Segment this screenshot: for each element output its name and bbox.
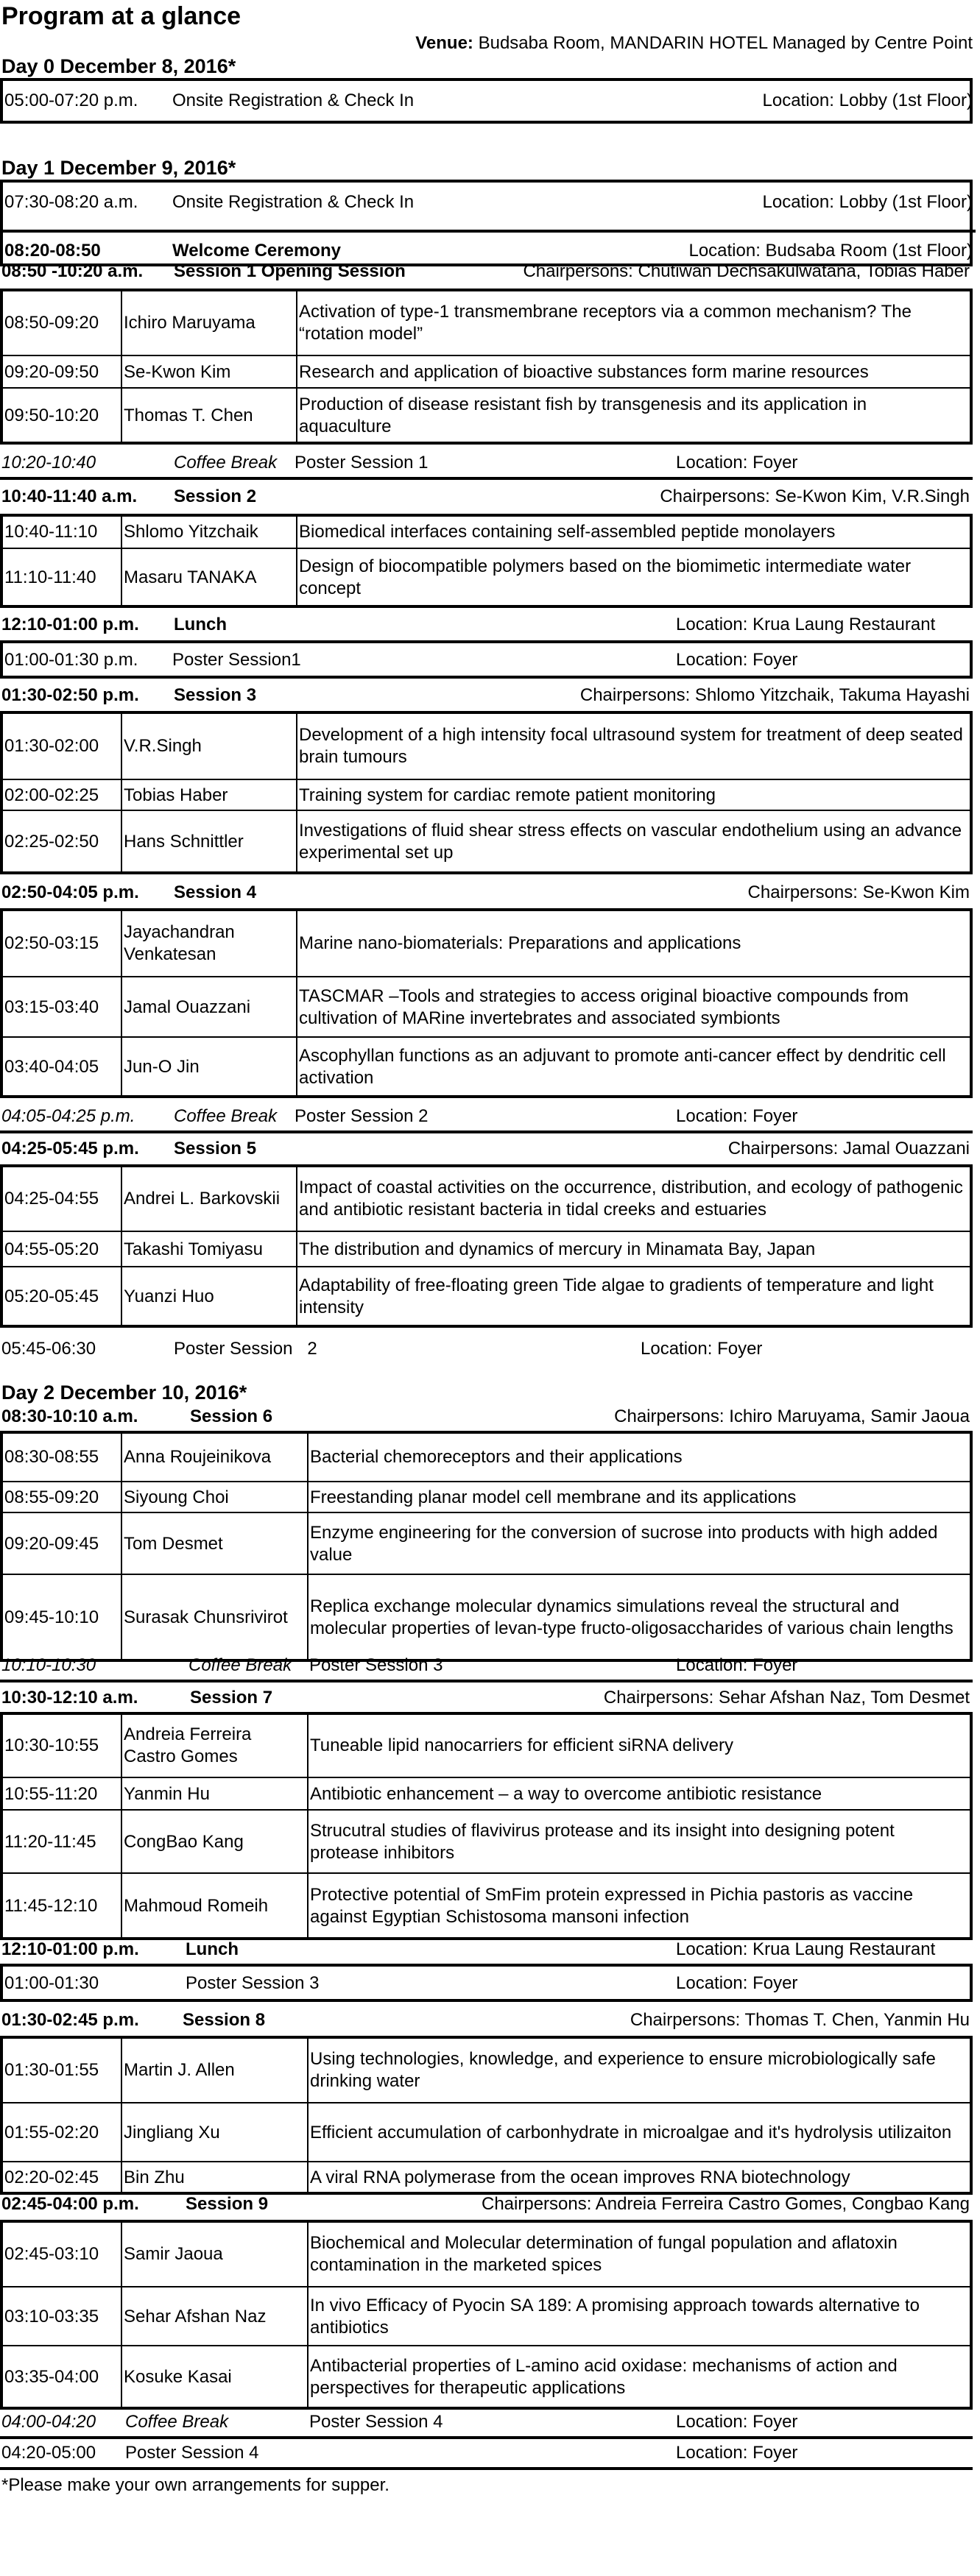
talk-speaker: Andreia Ferreira Castro Gomes <box>124 1724 252 1766</box>
table-row <box>3 1036 970 1097</box>
table-row <box>3 714 970 779</box>
session-chairs: Chairpersons: Se-Kwon Kim, V.R.Singh <box>660 486 970 506</box>
break-label: Coffee Break <box>174 1106 278 1126</box>
poster-label: Poster Session 2 <box>174 1339 317 1359</box>
poster-label: Poster Session 3 <box>186 1973 320 1993</box>
table-row <box>3 1434 970 1481</box>
talk-time: 01:30-02:00 <box>4 736 99 756</box>
talk-time: 05:20-05:45 <box>4 1287 99 1306</box>
talk-topic: Antibacterial properties of L-amino acid oxidase: mechanisms of action and perspectives for therapeutic applications <box>310 2356 898 2398</box>
talk-topic: Impact of coastal activities on the occurrence, distribution, and ecology of pathogenic and antibiotic resistant bacteria in tidal creeks and estuaries <box>299 1178 963 1220</box>
session8-table <box>0 2036 973 2195</box>
slot-time: 05:00-07:20 p.m. <box>4 91 138 110</box>
talk-speaker: Andrei L. Barkovskii <box>124 1189 281 1209</box>
session-title: Session 7 <box>190 1688 273 1708</box>
session-chairs: Chairpersons: Chutiwan Dechsakulwatana, Tobias Haber <box>523 261 970 281</box>
table-row <box>3 291 970 355</box>
talk-topic: Protective potential of SmFim protein expressed in Pichia pastoris as vaccine against Egyptian Schistosoma mansoni infection <box>310 1885 914 1927</box>
talk-speaker: Bin Zhu <box>124 2168 185 2187</box>
table-row <box>3 779 970 811</box>
table-row <box>3 1809 970 1874</box>
break-time: 04:00-04:20 <box>1 2412 96 2432</box>
day1-heading: Day 1 December 9, 2016* <box>1 157 236 179</box>
talk-time: 11:10-11:40 <box>4 567 96 587</box>
slot-location: Location: Lobby (1st Floor) <box>762 192 973 212</box>
talk-time: 02:50-03:15 <box>4 933 99 953</box>
poster-location: Location: Foyer <box>641 1339 763 1359</box>
talk-speaker: CongBao Kang <box>124 1832 244 1852</box>
break-location: Location: Foyer <box>676 1655 798 1675</box>
talk-time: 09:50-10:20 <box>4 406 99 425</box>
break-location: Location: Foyer <box>676 1106 798 1126</box>
talk-topic: Replica exchange molecular dynamics simulations reveal the structural and molecular properties of levan-type fructo-oligosaccharides of various chain lengths <box>310 1596 953 1638</box>
talk-time: 10:40-11:10 <box>4 522 98 542</box>
session-chairs: Chairpersons: Se-Kwon Kim <box>747 882 970 902</box>
talk-topic: Training system for cardiac remote patient monitoring <box>299 785 716 805</box>
talk-topic: Ascophyllan functions as an adjuvant to promote anti-cancer effect by dendritic cell activation <box>299 1046 946 1088</box>
table-row <box>3 548 970 606</box>
break-poster: Poster Session 3 <box>309 1655 443 1675</box>
session-time: 02:45-04:00 p.m. <box>1 2194 139 2214</box>
talk-topic: Production of disease resistant fish by transgenesis and its application in aquaculture <box>299 394 867 436</box>
break-location: Location: Foyer <box>676 453 798 473</box>
talk-topic: Research and application of bioactive substances form marine resources <box>299 362 869 382</box>
talk-time: 01:30-01:55 <box>4 2060 99 2080</box>
break-poster: Poster Session 2 <box>295 1106 429 1126</box>
talk-topic: Biochemical and Molecular determination of fungal population and aflatoxin contamination in the marketed spices <box>310 2233 898 2275</box>
break-time: 10:20-10:40 <box>1 453 96 473</box>
talk-time: 11:20-11:45 <box>4 1832 96 1852</box>
session4-table <box>0 908 973 1098</box>
table-row <box>3 517 970 548</box>
session-chairs: Chairpersons: Ichiro Maruyama, Samir Jaoua <box>614 1406 970 1426</box>
day0-heading: Day 0 December 8, 2016* <box>1 55 236 77</box>
session-time: 08:50 -10:20 a.m. <box>1 261 144 281</box>
poster-location: Location: Foyer <box>676 650 798 670</box>
table-row <box>3 355 970 389</box>
session-chairs: Chairpersons: Andreia Ferreira Castro Gomes, Congbao Kang <box>482 2194 970 2214</box>
talk-time: 09:20-09:45 <box>4 1534 99 1554</box>
table-row <box>3 810 970 873</box>
session-time: 08:30-10:10 a.m. <box>1 1406 138 1426</box>
talk-topic: Investigations of fluid shear stress effects on vascular endothelium using an advance experimental set up <box>299 821 962 863</box>
talk-topic: Adaptability of free-floating green Tide algae to gradients of temperature and light intensity <box>299 1275 934 1317</box>
slot-title: Onsite Registration & Check In <box>172 192 415 212</box>
break-label: Coffee Break <box>188 1655 292 1675</box>
session-title: Session 8 <box>183 2010 266 2030</box>
talk-speaker: Kosuke Kasai <box>124 2367 232 2387</box>
session-chairs: Chairpersons: Jamal Ouazzani <box>727 1139 970 1158</box>
session-time: 02:50-04:05 p.m. <box>1 882 139 902</box>
talk-speaker: V.R.Singh <box>124 736 202 756</box>
talk-topic: Enzyme engineering for the conversion of sucrose into products with high added value <box>310 1523 938 1565</box>
poster-label: Poster Session1 <box>172 650 301 670</box>
session-title: Session 4 <box>174 882 257 902</box>
talk-time: 03:10-03:35 <box>4 2307 99 2326</box>
day1-registration-box <box>0 180 973 266</box>
poster-session-1-box <box>0 640 973 679</box>
table-row <box>3 1231 970 1267</box>
talk-time: 03:40-04:05 <box>4 1057 99 1077</box>
talk-speaker: Martin J. Allen <box>124 2060 235 2080</box>
talk-speaker: Masaru TANAKA <box>124 567 257 587</box>
lunch-label: Lunch <box>186 1939 239 1959</box>
talk-time: 03:35-04:00 <box>4 2367 99 2387</box>
table-row <box>3 1872 970 1939</box>
day2-heading: Day 2 December 10, 2016* <box>1 1381 247 1404</box>
session5-table <box>0 1164 973 1328</box>
slot-title: Welcome Ceremony <box>172 241 341 261</box>
talk-speaker: Mahmoud Romeih <box>124 1896 269 1916</box>
talk-speaker: Takashi Tomiyasu <box>124 1239 263 1259</box>
table-row <box>3 2161 970 2193</box>
page-title: Program at a glance <box>1 2 242 30</box>
talk-speaker: Se-Kwon Kim <box>124 362 231 382</box>
poster-label: Poster Session 4 <box>125 2443 259 2463</box>
session3-table <box>0 711 973 874</box>
session-chairs: Chairpersons: Sehar Afshan Naz, Tom Desmet <box>603 1688 970 1708</box>
table-row <box>3 2286 970 2346</box>
session-title: Session 9 <box>186 2194 269 2214</box>
talk-topic: Strucutral studies of flavivirus protease and its insight into designing potent protease inhibitors <box>310 1821 895 1863</box>
talk-time: 11:45-12:10 <box>4 1896 98 1916</box>
talk-topic: TASCMAR –Tools and strategies to access original bioactive compounds from cultivation of MARine invertebrates and associated symbionts <box>299 986 909 1028</box>
talk-speaker: Anna Roujeinikova <box>124 1447 272 1467</box>
session-title: Session 6 <box>190 1406 273 1426</box>
talk-time: 04:55-05:20 <box>4 1239 99 1259</box>
talk-time: 04:25-04:55 <box>4 1189 99 1209</box>
talk-time: 10:30-10:55 <box>4 1735 99 1755</box>
talk-speaker: Hans Schnittler <box>124 832 244 852</box>
session-title: Session 3 <box>174 685 257 705</box>
session1-table <box>0 289 973 445</box>
lunch-location: Location: Krua Laung Restaurant <box>676 1939 936 1959</box>
break-poster: Poster Session 1 <box>295 453 429 473</box>
venue-label: Venue: <box>415 33 473 53</box>
break-poster: Poster Session 4 <box>309 2412 443 2432</box>
talk-speaker: Jamal Ouazzani <box>124 997 251 1017</box>
lunch-time: 12:10-01:00 p.m. <box>1 615 139 634</box>
talk-topic: In vivo Efficacy of Pyocin SA 189: A promising approach towards alternative to antibiotics <box>310 2296 920 2338</box>
talk-topic: Using technologies, knowledge, and experience to ensure microbiologically safe drinking water <box>310 2049 936 2091</box>
poster-location: Location: Foyer <box>676 2443 798 2463</box>
session7-table <box>0 1712 973 1940</box>
talk-speaker: Jun-O Jin <box>124 1057 200 1077</box>
session-time: 01:30-02:45 p.m. <box>1 2010 139 2030</box>
slot-title: Onsite Registration & Check In <box>172 91 415 110</box>
slot-location: Location: Budsaba Room (1st Floor) <box>688 241 973 261</box>
session-time: 01:30-02:50 p.m. <box>1 685 139 705</box>
talk-time: 09:20-09:50 <box>4 362 99 382</box>
session-title: Session 1 Opening Session <box>174 261 406 281</box>
slot-location: Location: Lobby (1st Floor) <box>762 91 973 110</box>
talk-speaker: Yanmin Hu <box>124 1784 210 1804</box>
table-row <box>3 1715 970 1777</box>
talk-speaker: Sehar Afshan Naz <box>124 2307 267 2326</box>
slot-time: 07:30-08:20 a.m. <box>4 192 138 212</box>
talk-time: 08:30-08:55 <box>4 1447 99 1467</box>
talk-speaker: Tom Desmet <box>124 1534 223 1554</box>
session-time: 04:25-05:45 p.m. <box>1 1139 139 1158</box>
lunch-location: Location: Krua Laung Restaurant <box>676 615 936 634</box>
talk-topic: Freestanding planar model cell membrane and its applications <box>310 1487 797 1507</box>
talk-time: 02:25-02:50 <box>4 832 99 852</box>
talk-speaker: Ichiro Maruyama <box>124 313 255 333</box>
table-row <box>3 1481 970 1513</box>
talk-speaker: Thomas T. Chen <box>124 406 253 425</box>
session9-table <box>0 2220 973 2410</box>
talk-speaker: Jingliang Xu <box>124 2123 220 2142</box>
session6-table <box>0 1431 973 1662</box>
table-row <box>3 1574 970 1660</box>
poster-time: 04:20-05:00 <box>1 2443 96 2463</box>
talk-time: 03:15-03:40 <box>4 997 99 1017</box>
break-time: 10:10-10:30 <box>1 1655 96 1675</box>
talk-topic: Bacterial chemoreceptors and their applications <box>310 1447 683 1467</box>
talk-speaker: Yuanzi Huo <box>124 1287 214 1306</box>
talk-topic: A viral RNA polymerase from the ocean improves RNA biotechnology <box>310 2168 850 2187</box>
table-row <box>3 1777 970 1811</box>
table-row <box>3 1512 970 1575</box>
table-row <box>3 1266 970 1326</box>
talk-topic: Efficient accumulation of carbonhydrate in microalgae and it's hydrolysis utilizaiton <box>310 2123 952 2142</box>
lunch-label: Lunch <box>174 615 227 634</box>
talk-speaker: Siyoung Choi <box>124 1487 229 1507</box>
poster-time: 01:00-01:30 p.m. <box>4 650 138 670</box>
talk-topic: Tuneable lipid nanocarriers for efficient siRNA delivery <box>310 1735 733 1755</box>
venue-line <box>415 32 973 54</box>
talk-topic: Design of biocompatible polymers based on the biomimetic intermediate water concept <box>299 556 912 598</box>
slot-time: 08:20-08:50 <box>4 241 101 261</box>
session-time: 10:30-12:10 a.m. <box>1 1688 138 1708</box>
session-chairs: Chairpersons: Shlomo Yitzchaik, Takuma Hayashi <box>579 685 970 705</box>
talk-time: 10:55-11:20 <box>4 1784 98 1804</box>
table-row <box>3 2223 970 2286</box>
table-row <box>3 1167 970 1231</box>
talk-topic: Activation of type-1 transmembrane receptors via a common mechanism? The “rotation model” <box>299 302 912 344</box>
footnote: *Please make your own arrangements for supper. <box>1 2475 389 2495</box>
day0-registration-box <box>0 78 973 124</box>
table-row <box>3 2039 970 2102</box>
talk-topic: Development of a high intensity focal ultrasound system for treatment of deep seated brain tumours <box>299 725 963 767</box>
poster-time: 05:45-06:30 <box>1 1339 96 1359</box>
break-label: Coffee Break <box>125 2412 229 2432</box>
talk-speaker: Samir Jaoua <box>124 2244 223 2264</box>
talk-topic: Biomedical interfaces containing self-assembled peptide monolayers <box>299 522 836 542</box>
table-row <box>3 911 970 976</box>
session-chairs: Chairpersons: Thomas T. Chen, Yanmin Hu <box>630 2010 970 2030</box>
talk-time: 08:55-09:20 <box>4 1487 99 1507</box>
table-row <box>3 976 970 1038</box>
venue-text: Budsaba Room, MANDARIN HOTEL Managed by Centre Point <box>478 33 973 53</box>
talk-speaker: Jayachandran Venkatesan <box>124 922 235 964</box>
talk-time: 02:00-02:25 <box>4 785 99 805</box>
talk-time: 02:45-03:10 <box>4 2244 99 2264</box>
poster-location: Location: Foyer <box>676 1973 798 1993</box>
session-time: 10:40-11:40 a.m. <box>1 486 138 506</box>
talk-topic: The distribution and dynamics of mercury in Minamata Bay, Japan <box>299 1239 816 1259</box>
poster-session-3-box <box>0 1964 973 2002</box>
talk-speaker: Surasak Chunsrivirot <box>124 1607 288 1627</box>
break-label: Coffee Break <box>174 453 278 473</box>
talk-time: 02:20-02:45 <box>4 2168 99 2187</box>
talk-speaker: Tobias Haber <box>124 785 228 805</box>
session-title: Session 2 <box>174 486 257 506</box>
lunch-time: 12:10-01:00 p.m. <box>1 1939 139 1959</box>
table-row <box>3 2345 970 2408</box>
talk-topic: Marine nano-biomaterials: Preparations and applications <box>299 933 741 953</box>
talk-time: 09:45-10:10 <box>4 1607 99 1627</box>
talk-speaker: Shlomo Yitzchaik <box>124 522 258 542</box>
table-row <box>3 387 970 443</box>
session-title: Session 5 <box>174 1139 257 1158</box>
talk-time: 08:50-09:20 <box>4 313 99 333</box>
table-row <box>3 2102 970 2162</box>
break-time: 04:05-04:25 p.m. <box>1 1106 135 1126</box>
talk-time: 01:55-02:20 <box>4 2123 99 2142</box>
break-location: Location: Foyer <box>676 2412 798 2432</box>
talk-topic: Antibiotic enhancement – a way to overcome antibiotic resistance <box>310 1784 822 1804</box>
poster-time: 01:00-01:30 <box>4 1973 99 1993</box>
session2-table <box>0 514 973 608</box>
